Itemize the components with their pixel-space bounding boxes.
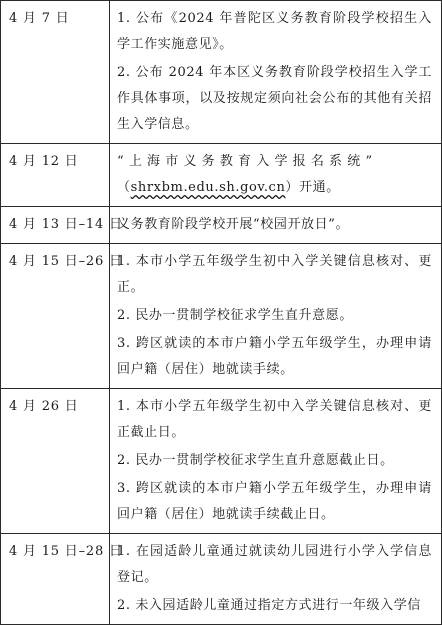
table-row bbox=[1, 389, 442, 534]
content-cell bbox=[110, 207, 442, 244]
content-cell bbox=[110, 534, 442, 625]
content-cell bbox=[110, 1, 442, 144]
table-row bbox=[1, 144, 442, 207]
table-row bbox=[1, 244, 442, 389]
content-cell bbox=[110, 389, 442, 534]
table-row bbox=[1, 1, 442, 144]
list-item: 2. 未入园适龄儿童通过指定方式进行一年级入学信 bbox=[117, 598, 421, 613]
table-row bbox=[1, 534, 442, 625]
list-item: 1. 公布《2024 年普陀区义务教育阶段学校招生入学工作实施意见》。 bbox=[117, 11, 432, 52]
list-item: 2. 民办一贯制学校征求学生直升意愿。 bbox=[117, 308, 353, 323]
link-close: ）开通。 bbox=[285, 180, 340, 195]
date-cell: 4 月 12 日 bbox=[1, 144, 110, 207]
list-item: 3. 跨区就读的本市户籍小学五年级学生，办理申请回户籍（居住）地就读手续截止日。 bbox=[117, 481, 432, 522]
date-cell: 4 月 26 日 bbox=[1, 389, 110, 534]
list-item: 1. 本市小学五年级学生初中入学关键信息核对、更正截止日。 bbox=[117, 399, 432, 440]
table-row bbox=[1, 207, 442, 244]
date-cell: 4 月 13 日–14 日 bbox=[1, 207, 110, 244]
list-item: 2. 民办一贯制学校征求学生直升意愿截止日。 bbox=[117, 453, 394, 468]
list-item: 3. 跨区就读的本市户籍小学五年级学生，办理申请回户籍（居住）地就读手续。 bbox=[117, 336, 432, 377]
link-open: （ bbox=[117, 180, 131, 195]
date-cell: 4 月 15 日–28 日 bbox=[1, 534, 110, 625]
date-cell: 4 月 7 日 bbox=[1, 1, 110, 144]
date-cell: 4 月 15 日–26 日 bbox=[1, 244, 110, 389]
registration-link[interactable]: shrxbm.edu.sh.gov.cn bbox=[130, 180, 286, 195]
list-item: 1. 在园适龄儿童通过就读幼儿园进行小学入学信息登记。 bbox=[117, 544, 432, 585]
list-item: 2. 公布 2024 年本区义务教育阶段学校招生入学工作具体事项，以及按规定须向社会公布的其他有关招生入学信息。 bbox=[117, 65, 432, 132]
content-cell bbox=[110, 144, 442, 207]
content-cell bbox=[110, 244, 442, 389]
list-item: 1. 本市小学五年级学生初中入学关键信息核对、更正。 bbox=[117, 254, 432, 295]
list-item: 义务教育阶段学校开展“校园开放日”。 bbox=[117, 217, 350, 232]
system-name: “上海市义务教育入学报名系统” bbox=[117, 154, 378, 169]
